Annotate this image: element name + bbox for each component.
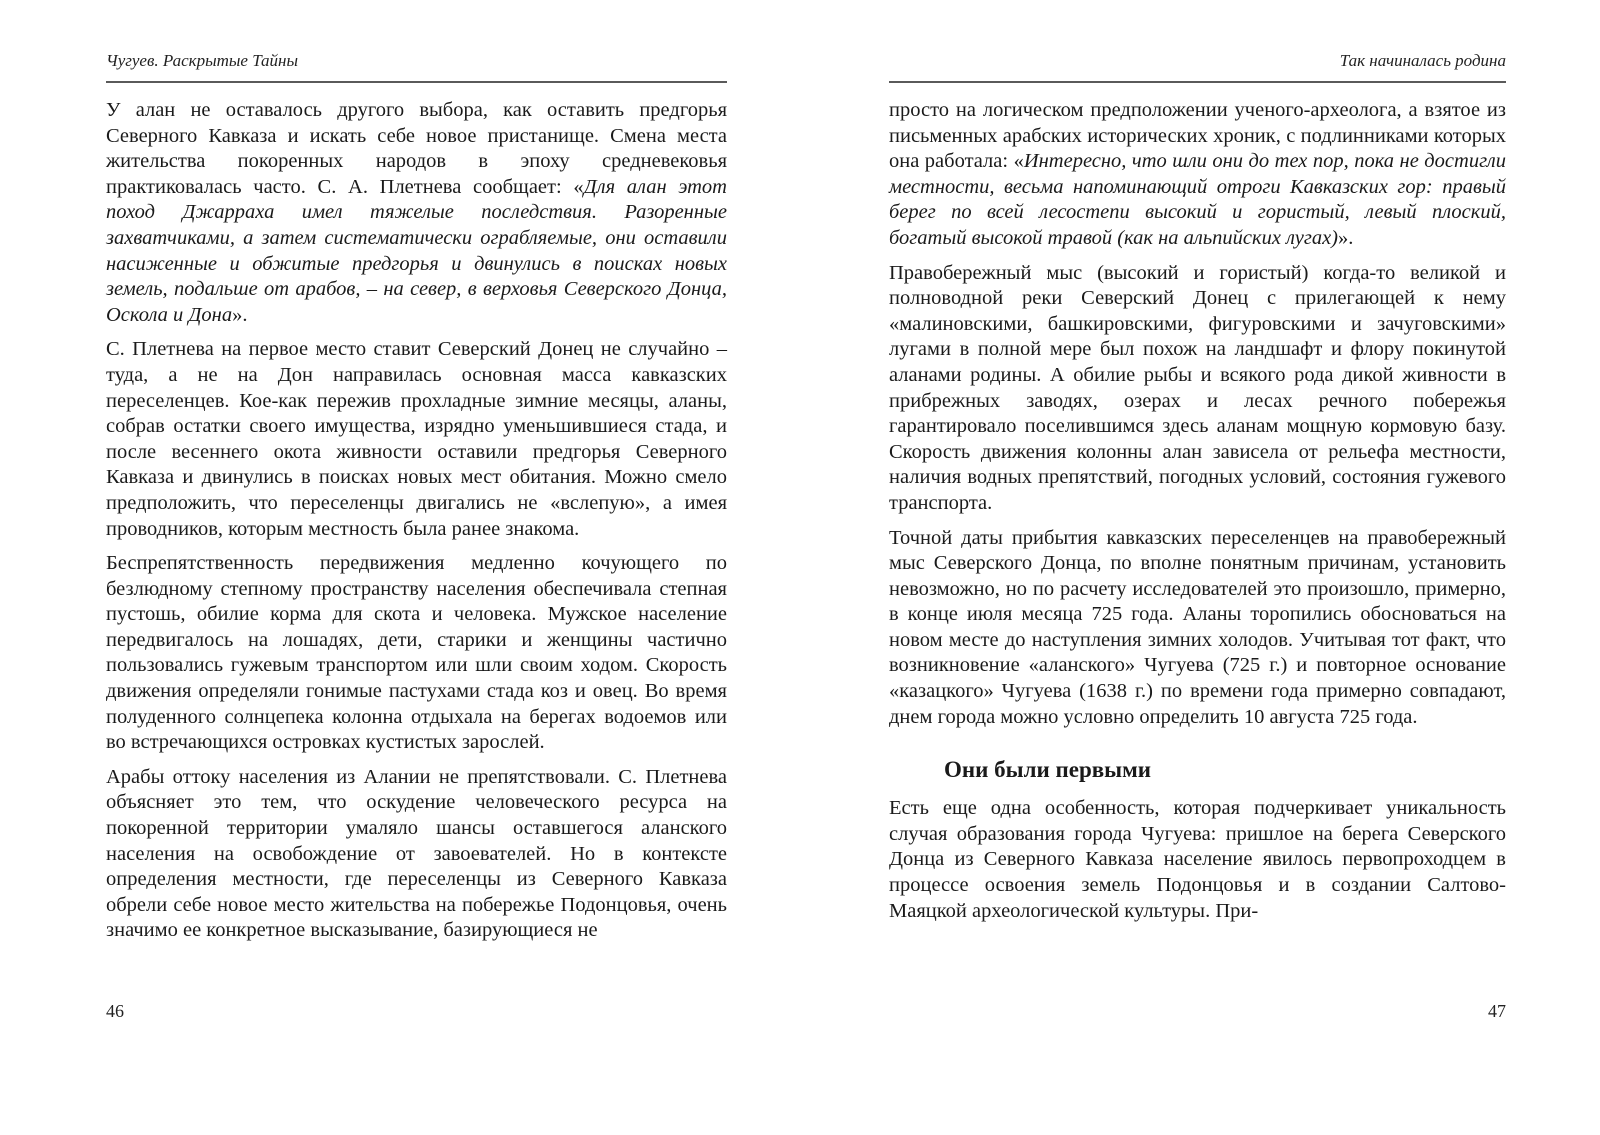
paragraph: Есть еще одна особенность, которая подчеркивает уникальность случая образования города Чугуева: пришлое на берега Северского Донца из Северного Кавказа население явилось первопроходцем в процессе освоения земель Подонцовья и в создании Салтово-Маяцкой археологической культуры. При- (889, 797, 1506, 922)
quotation: Для алан этот поход Джарраха имел тяжелые последствия. Разоренные захватчиками, а затем систематически ограбляемые, они оставили насиженные и обжитые предгорья и двинулись в поисках новых земель, подальше от арабов, – на север, в верховья Северского Донца, Оскола и Дона (106, 175, 727, 326)
right-page-body (889, 98, 1506, 933)
section-heading: Они были первыми (944, 757, 1152, 783)
left-page-body (106, 98, 727, 953)
left-page (106, 0, 727, 1135)
quotation: Интересно, что шли они до тех пор, пока не достигли местности, весьма напоминающий отроги Кавказских гор: правый берег по всей лесостепи высокий и гористый, левый плоский, богатый высокой травой (как на альпийских лугах) (889, 150, 1506, 249)
page-number-left: 46 (106, 1001, 124, 1021)
running-head-left: Чугуев. Раскрытые Тайны (106, 51, 298, 70)
page-number-right: 47 (1488, 1001, 1506, 1021)
running-head-right: Так начиналась родина (1339, 51, 1506, 70)
paragraph: Арабы оттоку населения из Алании не препятствовали. С. Плетнева объясняет это тем, что оскудение человеческого ресурса на покоренной территории умаляло шансы оставшегося аланского населения на освобождение от завоевателей. Но в контексте определения местности, где переселенцы из Северного Кавказа обрели себе новое место жительства на побережье Подонцовья, очень значимо ее конкретное высказывание, базирующиеся не (106, 765, 727, 942)
header-rule-left (106, 81, 727, 83)
header-rule-right (889, 81, 1506, 83)
paragraph: Правобережный мыс (высокий и гористый) когда-то великой и полноводной реки Северский Донец с прилегающей к нему «малиновскими, башкировскими, фигуровскими и зачуговскими» лугами в полной мере был похож на ландшафт и флору покинутой аланами родины. А обилие рыбы и всякого рода дикой живности в прибрежных заводях, озерах и лесах речного побережья гарантировало поселившимся здесь аланам мощную кормовую базу. Скорость движения колонны алан зависела от рельефа местности, наличия водных препятствий, погодных условий, состояния гужевого транспорта. (889, 261, 1506, 514)
paragraph: Точной даты прибытия кавказских переселенцев на правобережный мыс Северского Донца, по вполне понятным причинам, установить невозможно, но по расчету исследователей это произошло, примерно, в конце июля месяца 725 года. Аланы торопились обосноваться на новом месте до наступления зимних холодов. Учитывая тот факт, что возникновение «аланского» Чугуева (725 г.) и повторное основание «казацкого» Чугуева (1638 г.) по времени года примерно совпадают, днем города можно условно определить 10 августа 725 года. (889, 526, 1506, 728)
paragraph: С. Плетнева на первое место ставит Северский Донец не случайно – туда, а не на Дон направилась основная масса кавказских переселенцев. Кое-как пережив прохладные зимние месяцы, аланы, собрав остатки своего имущества, изрядно уменьшившиеся стада, и после весеннего окота живности оставили предгорья Северного Кавказа и двинулись в поисках новых мест обитания. Можно смело предположить, что переселенцы двигались не «вслепую», а имея проводников, которым местность была ранее знакома. (106, 338, 727, 540)
paragraph: просто на логическом предположении ученого-археолога, а взятое из письменных арабских исторических хроник, с подлинниками которых она работала: «Интересно, что шли они до тех пор, пока не достигли местности, весьма напоминающий отроги Кавказских гор: правый берег по всей лесостепи высокий и гористый, левый плоский, богатый высокой травой (как на альпийских лугах)». (889, 99, 1506, 249)
paragraph: У алан не оставалось другого выбора, как оставить предгорья Северного Кавказа и искать себе новое пристанище. Смена места жительства покоренных народов в эпоху средневековья практиковалась часто. С. А. Плетнева сообщает: «Для алан этот поход Джарраха имел тяжелые последствия. Разоренные захватчиками, а затем систематически ограбляемые, они оставили насиженные и обжитые предгорья и двинулись в поисках новых земель, подальше от арабов, – на север, в верховья Северского Донца, Оскола и Дона». (106, 99, 727, 326)
right-page (889, 0, 1506, 1135)
paragraph: Беспрепятственность передвижения медленно кочующего по безлюдному степному пространству населения обеспечивала степная пустошь, обилие корма для скота и человека. Мужское население передвигалось на лошадях, дети, старики и женщины частично пользовались гужевым транспортом или шли своим ходом. Скорость движения определяли гонимые пастухами стада коз и овец. Во время полуденного солнцепека колонна отдыхала на берегах водоемов или во встречающихся островках кустистых зарослей. (106, 552, 727, 754)
